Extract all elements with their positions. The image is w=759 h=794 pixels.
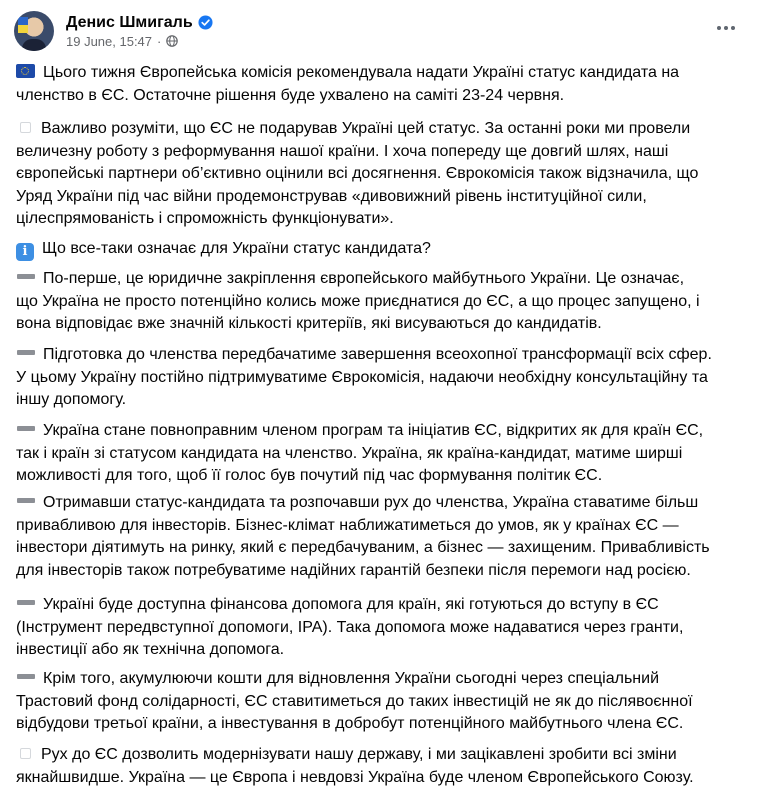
paragraph-5 xyxy=(16,344,712,412)
verified-badge-icon xyxy=(198,15,213,30)
paragraph-text: Україні буде доступна фінансова допомога для країн, які готуються до вступу в ЄС (Інструмент передвступної допомоги, IPA). Така допомога може надаватися через гранти, інвестиції або як технічна допомога. xyxy=(16,596,684,658)
author-row xyxy=(66,14,213,32)
author-avatar[interactable] xyxy=(14,11,54,51)
paragraph-7 xyxy=(16,492,710,582)
paragraph-text: Україна стане повноправним членом програм та ініціатив ЄС, відкритих як для країн ЄС, так і країн зі статусом кандидата на членство. Україна, як країна-кандидат, матиме ширші можливості для того, щоб її голос був почутий під час формування політик ЄС. xyxy=(16,422,704,484)
paragraph-text: Що все-таки означає для України статус кандидата? xyxy=(42,240,431,257)
dash-icon xyxy=(17,600,35,605)
paragraph-text: По-перше, це юридичне закріплення європейського майбутнього України. Це означає, що Україна не просто потенційно колись може приєднатися до ЄС, а що процес запущено, і вона відповідає вже значній кількості критеріїв, які висуваються до кандидатів. xyxy=(16,270,700,332)
paragraph-8 xyxy=(16,594,683,662)
dash-icon xyxy=(17,426,35,431)
post-timestamp[interactable]: 19 June, 15:47 xyxy=(66,33,153,49)
paragraph-text: Цього тижня Європейська комісія рекомендувала надати Україні статус кандидата на членство в ЄС. Остаточне рішення буде ухвалено на саміті 23-24 червня. xyxy=(16,64,680,104)
paragraph-9 xyxy=(16,668,693,736)
dash-icon xyxy=(17,498,35,503)
paragraph-text: Важливо розуміти, що ЄС не подарував Україні цей статус. За останні роки ми провели величезну роботу з реформування нашої країни. І хоча попереду ще довгий шлях, наші європейські партнери об’єктивно оцінили всі досягнення. Єврокомісія також відзначила, що Уряд України під час війни продемонстрував «дивовижний рівень інституційної сили, цілеспрямованість і спроможність функціонувати». xyxy=(16,120,699,227)
dash-icon xyxy=(17,274,35,279)
square-icon xyxy=(20,748,31,759)
paragraph-6 xyxy=(16,420,703,488)
dash-icon xyxy=(17,674,35,679)
paragraph-3 xyxy=(16,238,431,261)
post-header xyxy=(14,6,745,56)
post-meta xyxy=(66,14,213,49)
paragraph-1 xyxy=(16,62,679,107)
square-icon xyxy=(20,122,31,133)
paragraph-text: Рух до ЄС дозволить модернізувати нашу державу, і ми зацікавлені зробити всі зміни якнайшвидше. Україна — це Європа і невдовзі Україна буде членом Європейського Союзу. xyxy=(16,746,694,786)
dash-icon xyxy=(17,350,35,355)
eu-flag-icon xyxy=(16,64,35,78)
post-time-row xyxy=(66,34,213,49)
more-options-icon[interactable] xyxy=(711,16,741,40)
paragraph-text: Підготовка до членства передбачатиме завершення всеохопної трансформації всіх сфер. У цьому Україну постійно підтримуватиме Єврокомісія, надаючи необхідну консультаційну та іншу допомогу. xyxy=(16,346,712,408)
paragraph-10 xyxy=(16,744,694,789)
author-name[interactable]: Денис Шмигаль xyxy=(66,13,193,31)
paragraph-text: Крім того, акумулюючи кошти для відновлення України сьогодні через спеціальний Трастовий фонд солідарності, ЄС ставитиметься до таких інвестицій не як до післявоєнної відбудови третьої країни, а інвестування в добробут потенційного майбутнього члена ЄС. xyxy=(16,670,693,732)
info-icon: i xyxy=(16,243,34,261)
globe-icon[interactable] xyxy=(166,35,178,47)
paragraph-2 xyxy=(16,118,698,231)
avatar-figure xyxy=(22,39,46,51)
paragraph-4 xyxy=(16,268,700,336)
paragraph-text: Отримавши статус-кандидата та розпочавши рух до членства, Україна ставатиме більш привабливою для інвесторів. Бізнес-клімат наближатиметься до умов, як у країнах ЄС — інвестори діятимуть на ринку, який є передбачуваним, а бізнес — захищеним. Привабливість для інвесторів також потребуватиме надійних гарантій безпеки після перемоги над росією. xyxy=(16,494,710,579)
flag-in-avatar xyxy=(18,17,28,33)
meta-separator: · xyxy=(157,33,162,49)
